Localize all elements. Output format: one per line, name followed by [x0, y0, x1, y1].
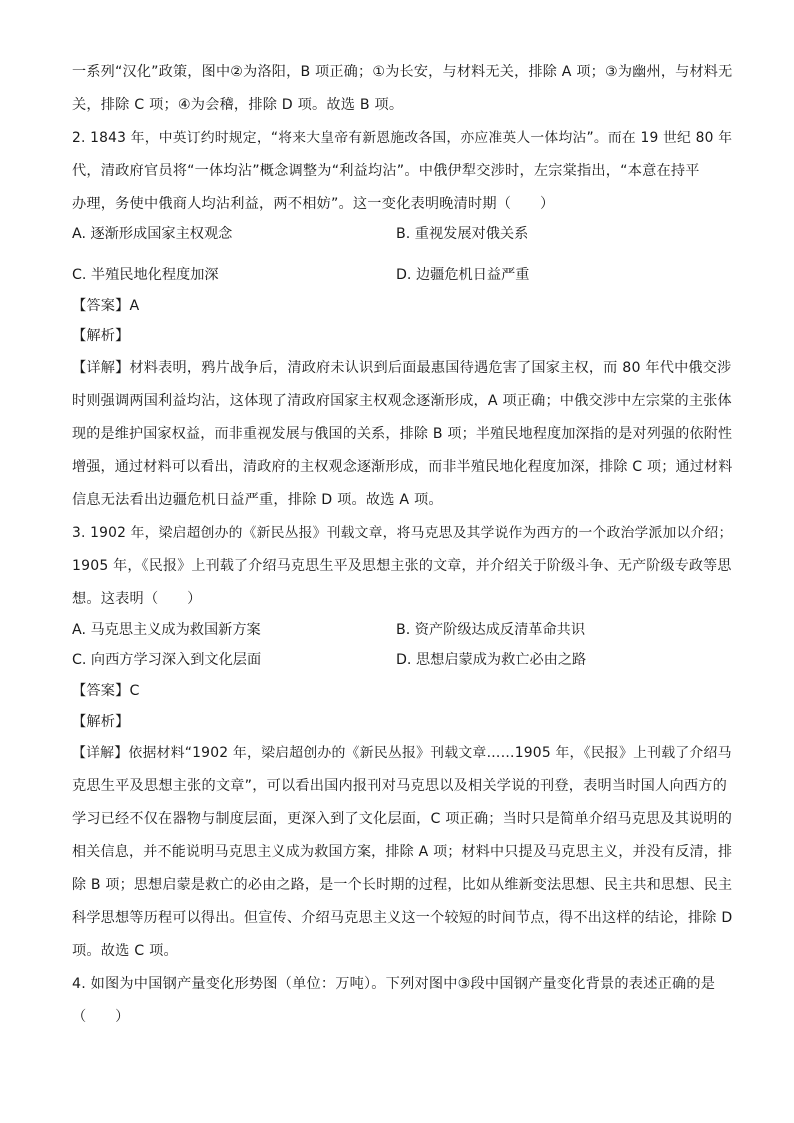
q3-detail-line-6: 科学思想等历程可以得出。但宣传、介绍马克思主义这一个较短的时间节点，得不出这样的结论，排除 D	[72, 910, 733, 926]
q3-answer: 【答案】C	[72, 683, 140, 699]
q3-stem-line-2: 1905 年，《民报》上刊载了介绍马克思生平及思想主张的文章，并介绍关于阶级斗争、无产阶级专政等思	[72, 558, 732, 574]
q2-stem-line-1: 2. 1843 年，中英订约时规定，“将来大皇帝有新恩施改各国，亦应准英人一体均沾”。而在 19 世纪 80 年	[72, 130, 733, 146]
q3-option-c: C. 向西方学习深入到文化层面	[72, 652, 262, 668]
q2-detail-line-3: 现的是维护国家权益，而非重视发展与俄国的关系，排除 B 项；半殖民地程度加深指的是对列强的依附性	[72, 426, 733, 442]
q3-stem-line-3: 想。这表明（ ）	[72, 591, 202, 607]
q2-detail-line-2: 时则强调两国利益均沾，这体现了清政府国家主权观念逐渐形成，A 项正确；中俄交涉中左宗棠的主张体	[72, 393, 732, 409]
q2-analysis-label: 【解析】	[72, 328, 130, 344]
q2-option-a: A. 逐渐形成国家主权观念	[72, 226, 233, 242]
q2-option-c: C. 半殖民地化程度加深	[72, 267, 219, 283]
q2-answer: 【答案】A	[72, 298, 140, 314]
q1-tail-line-2: 关，排除 C 项；④为会稽，排除 D 项。故选 B 项。	[72, 97, 404, 113]
q2-stem-line-3: 办理，务使中俄商人均沾利益，两不相妨”。这一变化表明晚清时期（ ）	[72, 196, 555, 212]
q2-option-d: D. 边疆危机日益严重	[396, 267, 530, 283]
q4-stem-line-1: 4. 如图为中国钢产量变化形势图（单位：万吨）。下列对图中③段中国钢产量变化背景的表述正确的是	[72, 976, 716, 992]
q2-stem-line-2: 代，清政府官员将“一体均沾”概念调整为“利益均沾”。中俄伊犁交涉时，左宗棠指出，“本意在持平	[72, 163, 700, 179]
q3-option-a: A. 马克思主义成为救国新方案	[72, 622, 261, 638]
q1-tail-line-1: 一系列“汉化”政策，图中②为洛阳，B 项正确；①为长安，与材料无关，排除 A 项；③为幽州，与材料无	[72, 64, 733, 80]
q3-stem-line-1: 3. 1902 年，梁启超创办的《新民丛报》刊载文章，将马克思及其学说作为西方的一个政治学派加以介绍；	[72, 525, 733, 541]
q3-detail-line-7: 项。故选 C 项。	[72, 943, 178, 959]
q3-option-d: D. 思想启蒙成为救亡必由之路	[396, 652, 587, 668]
q2-detail-line-4: 增强，通过材料可以看出，清政府的主权观念逐渐形成，而非半殖民地化程度加深，排除 C 项；通过材料	[72, 459, 733, 475]
q3-detail-line-5: 除 B 项；思想启蒙是救亡的必由之路，是一个长时期的过程，比如从维新变法思想、民主共和思想、民主	[72, 877, 733, 893]
q3-detail-line-2: 克思生平及思想主张的文章”，可以看出国内报刊对马克思以及相关学说的刊登，表明当时国人向西方的	[72, 778, 727, 794]
q3-detail-line-1: 【详解】依据材料“1902 年，梁启超创办的《新民丛报》刊载文章……1905 年，《民报》上刊载了介绍马	[72, 745, 732, 761]
q2-option-b: B. 重视发展对俄关系	[396, 226, 529, 242]
q4-stem-line-2: （ ）	[72, 1009, 130, 1025]
q3-option-b: B. 资产阶级达成反清革命共识	[396, 622, 586, 638]
q3-detail-line-3: 学习已经不仅在器物与制度层面，更深入到了文化层面，C 项正确；当时只是简单介绍马克思及其说明的	[72, 811, 733, 827]
q2-detail-line-1: 【详解】材料表明，鸦片战争后，清政府未认识到后面最惠国待遇危害了国家主权，而 80 年代中俄交涉	[72, 360, 732, 376]
q3-analysis-label: 【解析】	[72, 714, 130, 730]
q3-detail-line-4: 相关信息，并不能说明马克思主义成为救国方案，排除 A 项；材料中只提及马克思主义，并没有反清，排	[72, 844, 733, 860]
q2-detail-line-5: 信息无法看出边疆危机日益严重，排除 D 项。故选 A 项。	[72, 492, 443, 508]
